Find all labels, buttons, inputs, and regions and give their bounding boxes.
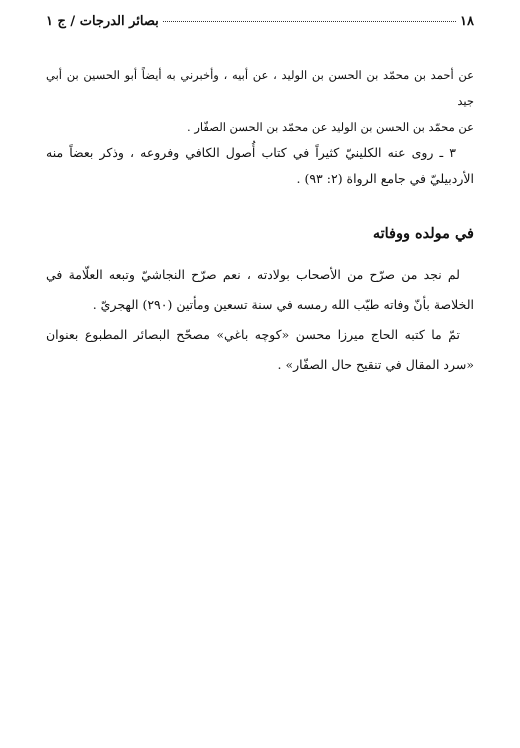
body-paragraph: تمّ ما كتبه الحاج ميرزا محسن «كوچه باغي» مصحّح البصائر المطبوع بعنوان «سرد المقال في تنقيح حال الصفّار» . [46,327,474,372]
footnotes-block [46,62,474,192]
header-dotted-leader [163,21,456,22]
page-number: ١٨ [460,14,474,29]
page-header [46,14,474,40]
footnote-line: عن محمّد بن الحسن بن الوليد عن محمّد بن الحسن الصفّار . [187,120,474,134]
running-title: بصائر الدرجات / ج ١ [46,14,159,29]
book-page [46,14,474,748]
footnote-line: عن أحمد بن محمّد بن الحسن بن الوليد ، عن أبيه ، وأخبرني به أيضاً أبو الحسين بن أبي جيد [46,68,474,108]
section-heading: في مولده ووفاته [372,225,474,242]
section-body [46,260,474,380]
body-paragraph: لم نجد من صرّح من الأصحاب بولادته ، نعم صرّح النجاشيّ وتبعه العلّامة في الخلاصة بأنّ وفاته طيّب الله رمسه في سنة تسعين ومأتين (٢٩٠) الهجريّ . [46,267,474,312]
footnote-three: ٣ ـ روى عنه الكلينيّ كثيراً في كتاب أُصول الكافي وفروعه ، وذكر بعضاً منه الأردبيليّ في جامع الرواة (٢: ٩٣) . [46,145,474,186]
